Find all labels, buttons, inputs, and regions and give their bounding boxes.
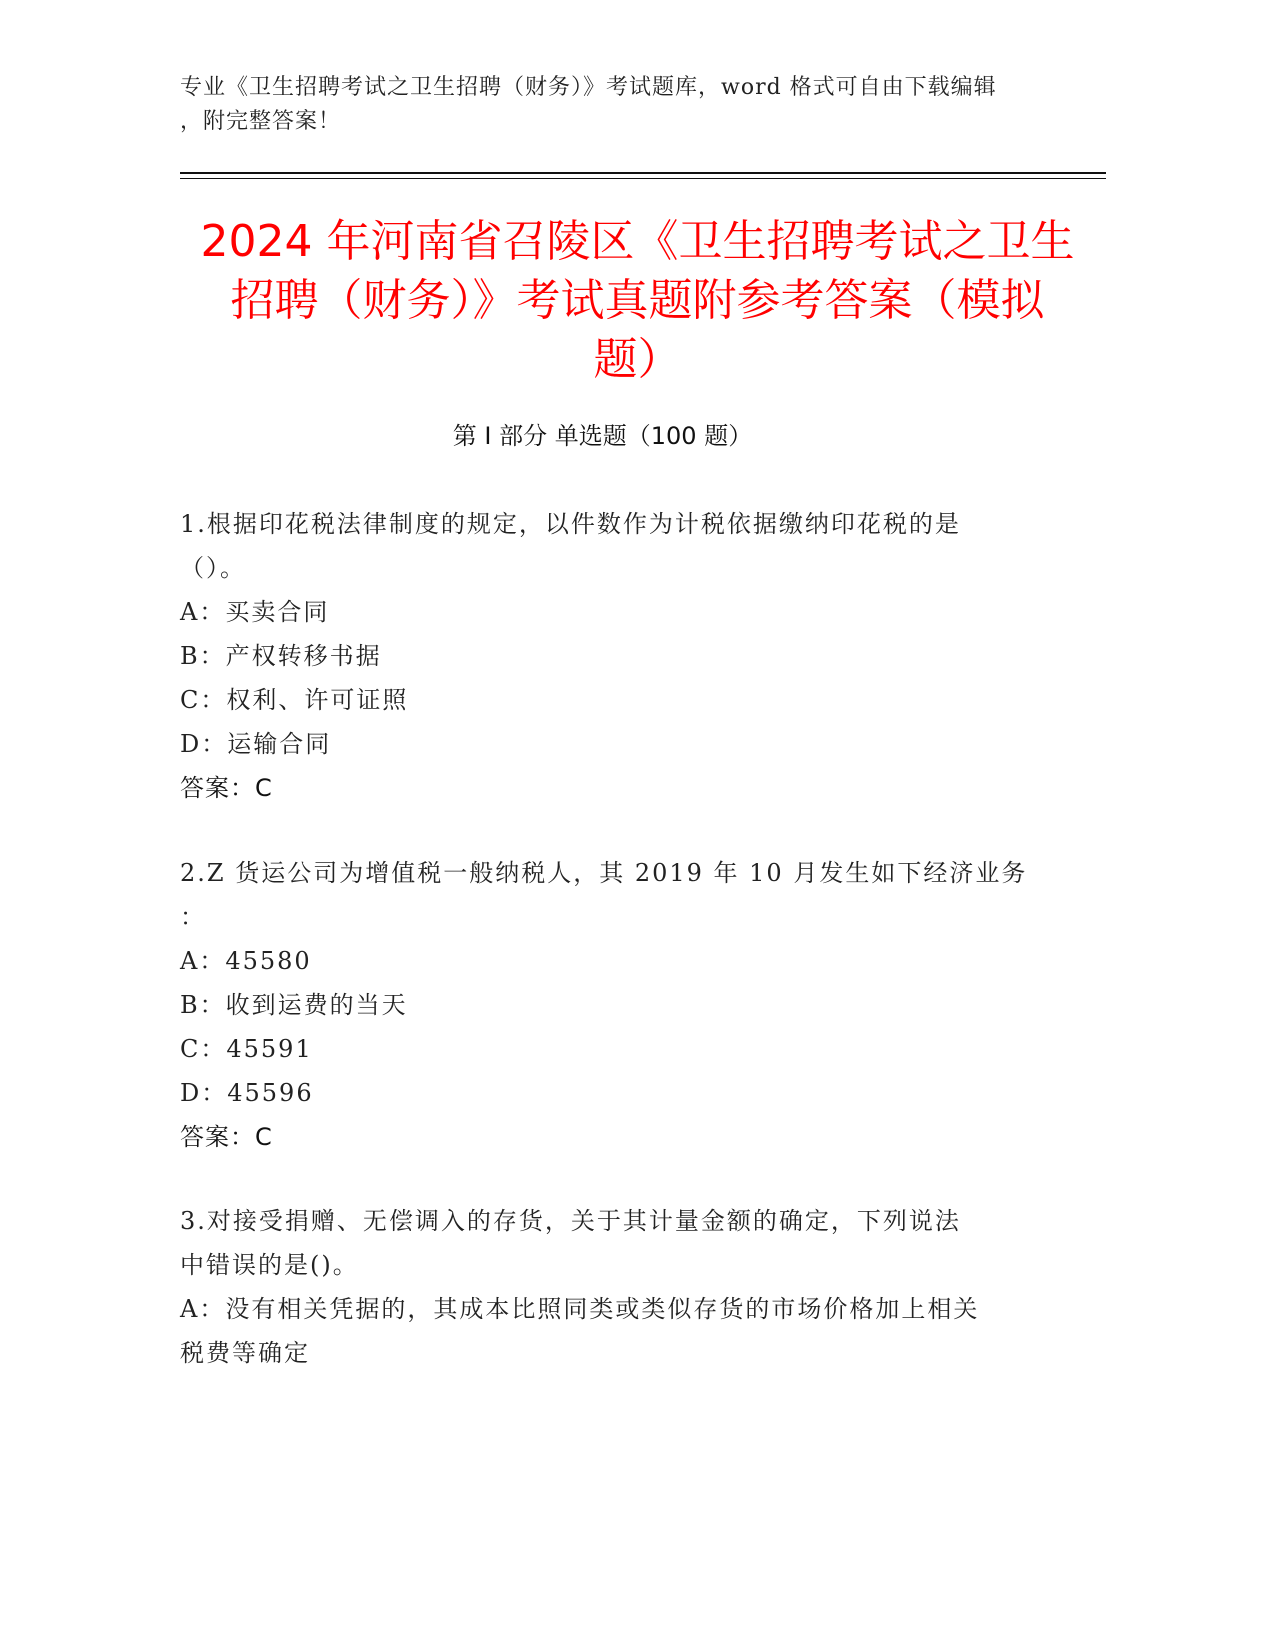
question-3 [180, 1199, 1060, 1375]
option-b: B：产权转移书据 [180, 642, 382, 670]
document-title-line-1: 2024 年河南省召陵区《卫生招聘考试之卫生 [200, 216, 1075, 267]
header-note-line-2: ，附完整答案！ [180, 109, 342, 134]
question-stem-line: 1.根据印花税法律制度的规定，以件数作为计税依据缴纳印花税的是 [180, 510, 961, 538]
question-2 [180, 851, 1060, 1159]
header-note-line-1: 专业《卫生招聘考试之卫生招聘（财务）》考试题库，word 格式可自由下载编辑 [180, 75, 997, 100]
question-stem-line: 3.对接受捐赠、无偿调入的存货，关于其计量金额的确定，下列说法 [180, 1207, 961, 1235]
answer-line: 答案：C [180, 1123, 273, 1151]
document-title [150, 212, 1125, 389]
option-b: B：收到运费的当天 [180, 991, 408, 1019]
option-a: A：没有相关凭据的，其成本比照同类或类似存货的市场价格加上相关 [180, 1295, 980, 1323]
option-d: D：运输合同 [180, 730, 332, 758]
question-1 [180, 502, 1060, 810]
question-stem-line: 2.Z 货运公司为增值税一般纳税人，其 2019 年 10 月发生如下经济业务 [180, 859, 1028, 887]
header-rule-thin [180, 178, 1106, 179]
document-title-line-3: 题） [593, 334, 682, 385]
option-a: A：45580 [180, 947, 312, 975]
document-title-line-2: 招聘（财务）》考试真题附参考答案（模拟 [230, 275, 1045, 326]
option-d: D：45596 [180, 1079, 314, 1107]
question-stem-line: 中错误的是()。 [180, 1251, 359, 1279]
answer-line: 答案：C [180, 774, 273, 802]
option-a-continued: 税费等确定 [180, 1339, 310, 1367]
option-c: C：45591 [180, 1035, 313, 1063]
section-heading: 第 I 部分 单选题（100 题） [452, 422, 753, 450]
option-c: C：权利、许可证照 [180, 686, 409, 714]
question-stem-line: （）。 [180, 554, 246, 582]
header-rule-thick [180, 172, 1106, 174]
header-note [180, 71, 1040, 139]
option-a: A：买卖合同 [180, 598, 330, 626]
question-stem-line: ： [180, 903, 206, 931]
